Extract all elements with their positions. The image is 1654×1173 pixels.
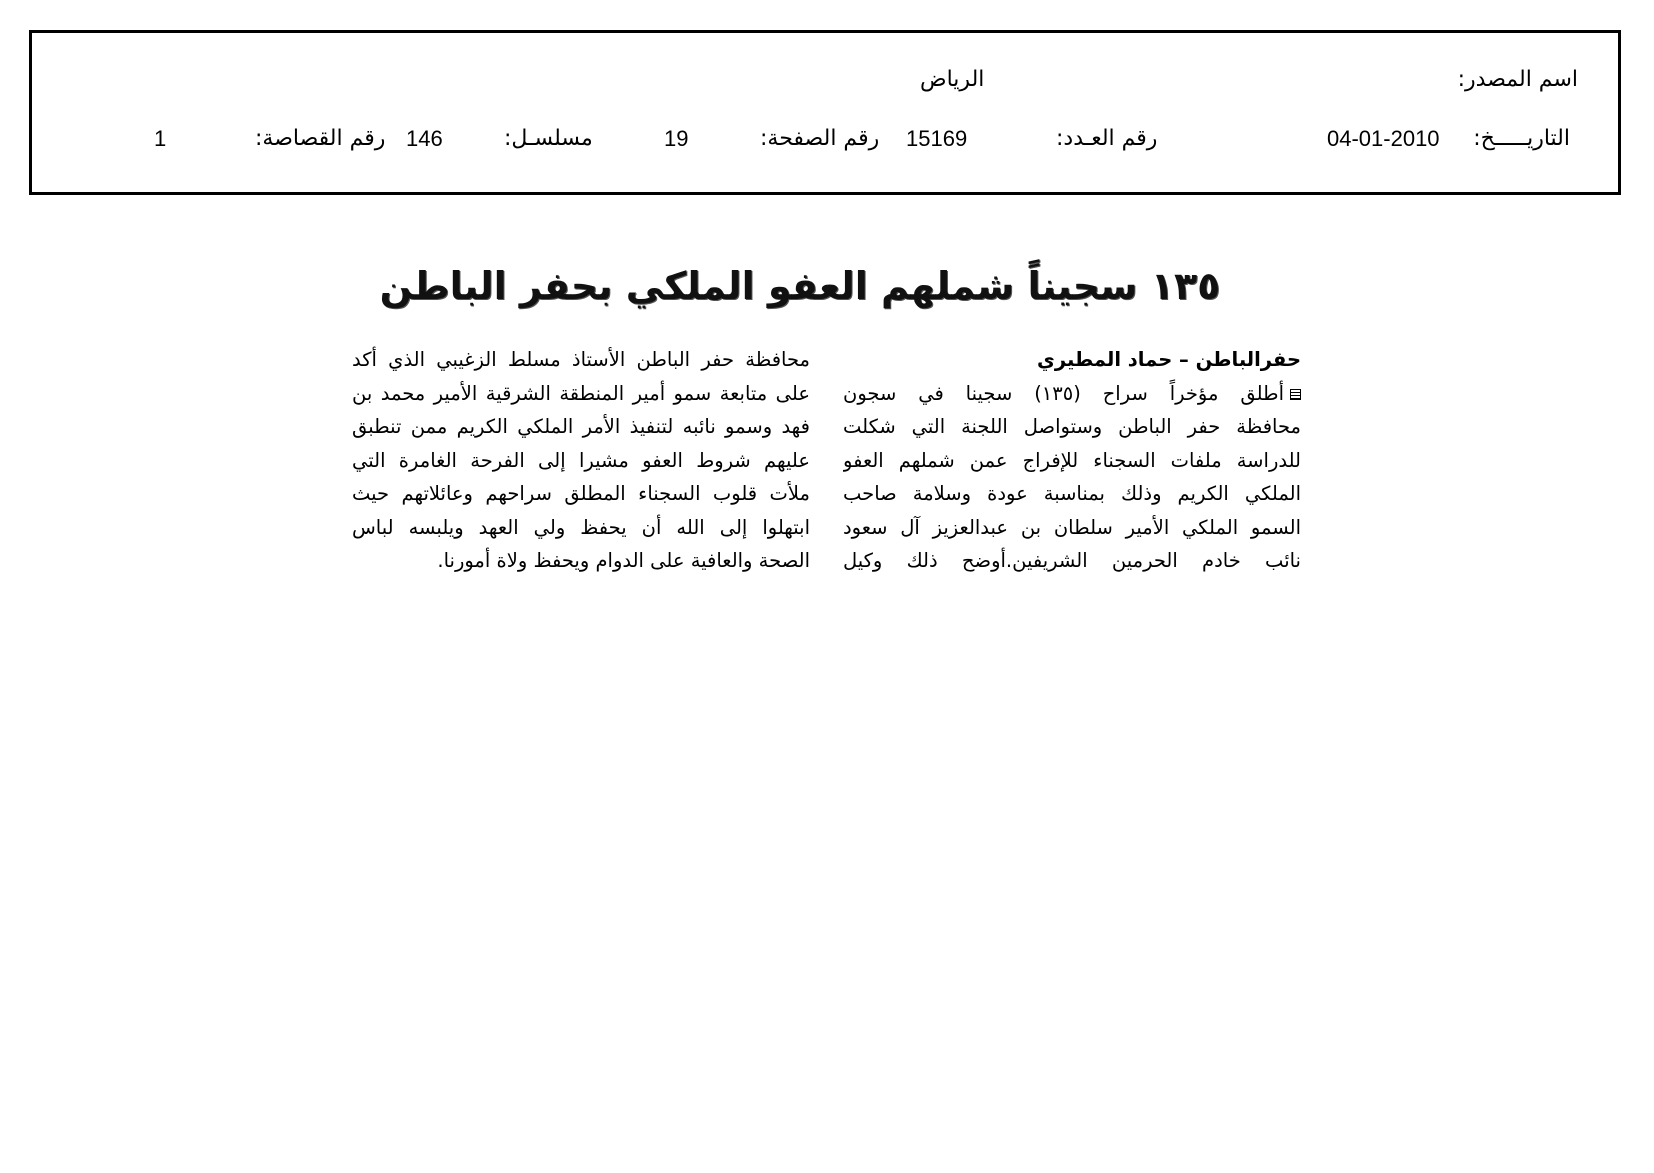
article-line: ملأت قلوب السجناء المطلق سراحهم وعائلاتهم حيث [352,482,810,505]
article-headline: ١٣٥ سجيناً شملهم العفو الملكي بحفر الباطن [379,264,1221,308]
article-line: السمو الملكي الأمير سلطان بن عبدالعزيز آل سعود [843,515,1301,539]
article-line: ابتهلوا إلى الله أن يحفظ ولي العهد ويلبسه لباس [352,515,810,539]
article-line: فهد وسمو نائبه لتنفيذ الأمر الملكي الكريم ممن تنطبق [352,415,810,438]
article-line: محافظة حفر الباطن الأستاذ مسلط الزغيبي الذي أكد [352,348,810,371]
serial-value: 146 [406,126,443,151]
article-line: نائب خادم الحرمين الشريفين.أوضح ذلك وكيل [843,549,1301,572]
page-label: رقم الصفحة: [760,126,880,151]
clip-label: رقم القصاصة: [255,126,386,151]
clip-value: 1 [154,126,167,151]
date-label: التاريـــــخ: [1473,126,1570,151]
source-label: اسم المصدر: [1457,67,1578,92]
article-column-right [843,343,1301,578]
article-line: الملكي الكريم وذلك بمناسبة عودة وسلامة صاحب [843,482,1301,505]
article-column-left [352,343,810,578]
article-line [843,377,1301,411]
article-line: محافظة حفر الباطن وستواصل اللجنة التي شكلت [843,415,1301,438]
source-value: الرياض [920,67,985,92]
article-line: عليهم شروط العفو مشيرا إلى الفرحة الغامرة التي [352,448,810,472]
article-byline: حفرالباطن – حماد المطيري [1036,348,1301,371]
article-line-text: أطلق مؤخراً سراح (١٣٥) سجينا في سجون [843,381,1284,405]
date-value: 04-01-2010 [1327,126,1440,151]
square-bullet-icon [1290,389,1301,400]
serial-label: مسلسـل: [504,126,593,151]
clipping-header-box [29,30,1621,195]
article-line: الصحة والعافية على الدوام ويحفظ ولاة أمورنا. [437,549,810,572]
page-value: 19 [664,126,689,151]
issue-label: رقم العـدد: [1056,126,1158,151]
article-line: للدراسة ملفات السجناء للإفراج عمن شملهم العفو [843,448,1301,472]
article-line: على متابعة سمو أمير المنطقة الشرقية الأمير محمد بن [352,381,810,405]
issue-value: 15169 [906,126,968,151]
